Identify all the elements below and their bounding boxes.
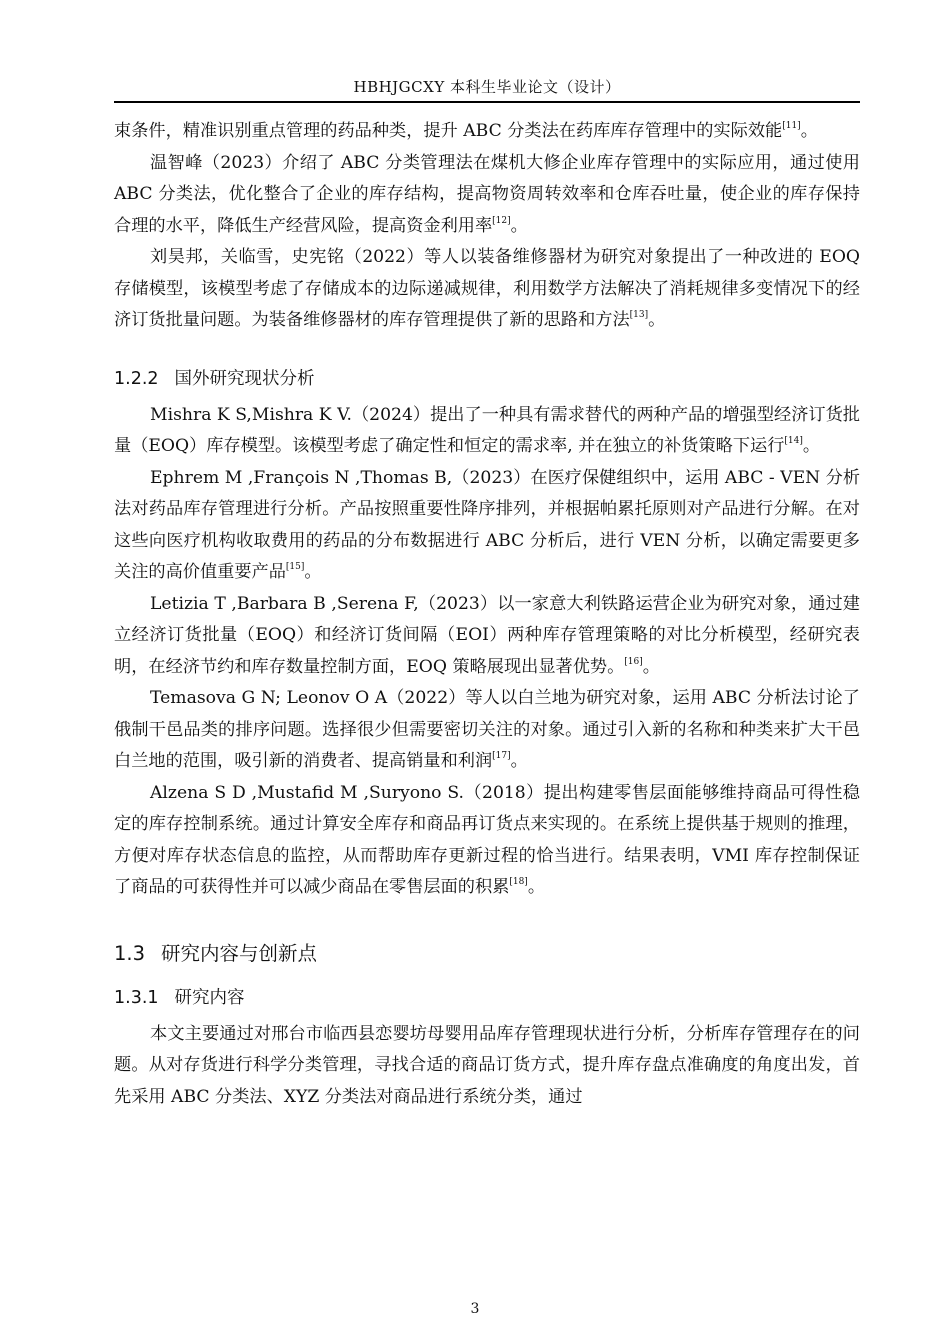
paragraph-continuation: 束条件，精准识别重点管理的药品种类，提升 ABC 分类法在药库库存管理中的实际效能[11]。 [114, 120, 818, 141]
citation-16: [16] [624, 656, 643, 667]
citation-11: [11] [782, 120, 801, 131]
paragraph: 本文主要通过对邢台市临西县恋婴坊母婴用品库存管理现状进行分析，分析库存管理存在的问题。从对存货进行科学分类管理，寻找合适的商品订货方式，提升库存盘点准确度的角度出发，首先采用 ABC 分类法、XYZ 分类法对商品进行系统分类，通过 [114, 1023, 860, 1107]
citation-18: [18] [509, 876, 528, 887]
paragraph: Letizia T ,Barbara B ,Serena F,（2023）以一家意大利铁路运营企业为研究对象，通过建立经济订货批量（EOQ）和经济订货间隔（EOI）两种库存管理策略的对比分析模型，经研究表明，在经济节约和库存数量控制方面，EOQ 策略展现出显著优势。[16]。 [114, 593, 860, 677]
paragraph: 温智峰（2023）介绍了 ABC 分类管理法在煤机大修企业库存管理中的实际应用，通过使用 ABC 分类法，优化整合了企业的库存结构，提高物资周转效率和仓库吞吐量，使企业的库存保持合理的水平，降低生产经营风险，提高资金利用率[12]。 [114, 152, 860, 236]
citation-15: [15] [285, 561, 305, 572]
citation-12: [12] [492, 215, 511, 226]
running-header: HBHJGCXY 本科生毕业论文（设计） [353, 78, 621, 96]
paragraph: Temasova G N; Leonov O A（2022）等人以白兰地为研究对象，运用 ABC 分析法讨论了俄制干邑品类的排序问题。选择很少但需要密切关注的对象。通过引入新的名称和种类来扩大干邑白兰地的范围，吸引新的消费者、提高销量和利润[17]。 [114, 688, 860, 771]
citation-13: [13] [629, 309, 649, 320]
paragraph: Ephrem M ,François N ,Thomas B,（2023）在医疗保健组织中，运用 ABC - VEN 分析法对药品库存管理进行分析。产品按照重要性降序排列，并根据帕累托原则对产品进行分解。在对这些向医疗机构收取费用的药品的分布数据进行 ABC 分析后，进行 VEN 分析，以确定需要更多关注的高价值重要产品[15]。 [114, 467, 861, 582]
header-rule [114, 101, 860, 103]
page-number: 3 [470, 1301, 480, 1317]
section-heading-1-3-1: 1.3.1 研究内容 [114, 987, 245, 1008]
citation-14: [14] [784, 435, 803, 446]
paragraph: Mishra K S,Mishra K V.（2024）提出了一种具有需求替代的两种产品的增强型经济订货批量（EOQ）库存模型。该模型考虑了确定性和恒定的需求率, 并在独立的补货策略下运行[14]。 [114, 404, 860, 456]
citation-17: [17] [492, 750, 511, 761]
section-heading-1-2-2: 1.2.2 国外研究现状分析 [114, 368, 315, 389]
paragraph: 刘昊邦，关临雪，史宪铭（2022）等人以装备维修器材为研究对象提出了一种改进的 EOQ 存储模型，该模型考虑了存储成本的边际递减规律，利用数学方法解决了消耗规律多变情况下的经济订货批量问题。为装备维修器材的库存管理提供了新的思路和方法[13]。 [114, 247, 860, 330]
page-body [114, 116, 860, 1113]
paragraph: Alzena S D ,Mustafid M ,Suryono S.（2018）提出构建零售层面能够维持商品可得性稳定的库存控制系统。通过计算安全库存和商品再订货点来实现的。在系统上提供基于规则的推理，方便对库存状态信息的监控，从而帮助库存更新过程的恰当进行。结果表明，VMI 库存控制保证了商品的可获得性并可以减少商品在零售层面的积累[18]。 [114, 782, 860, 897]
section-heading-1-3: 1.3 研究内容与创新点 [114, 941, 318, 965]
